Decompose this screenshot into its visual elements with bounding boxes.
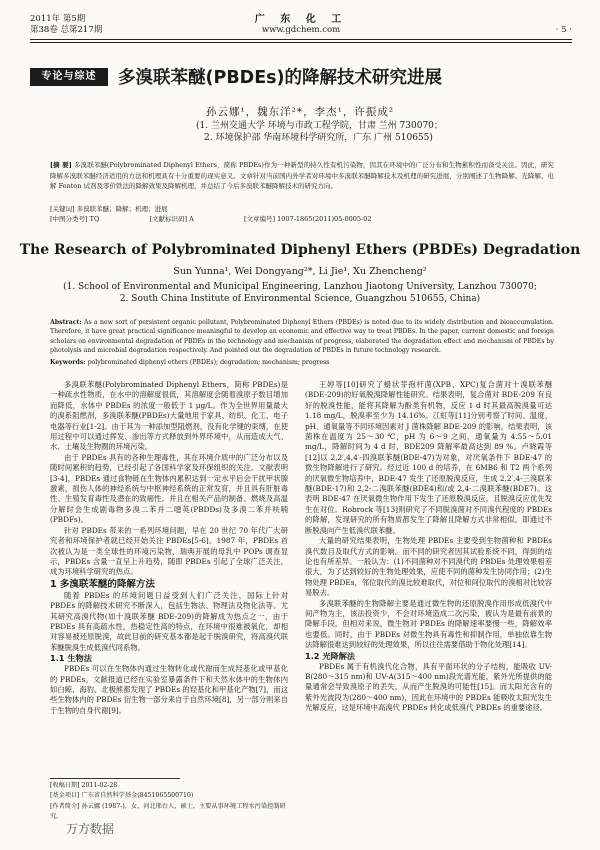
intro-paragraph-1: 多溴联苯醚(Polybrominated Diphenyl Ethers，简称 PBDEs)是一种疏水性物质，在水中的溶解度很低，其溶解度会随着溴原子数目增加而降低，水体中 PBDEs 的浓度一般低于 1 μg/L。作为全世界用量最大的溴系阻燃剂，多溴联苯醚(PBDEs)大量地用于家具、纺织、化工、电子电器等行业[1-2]。由于其为一种添加型阻燃剂，没有化学键的束缚，在使用过程中可以通过挥发、渗出等方式释放到外界环境中，从而造成大气、水、土壤及生物圈的环境污染。 bbox=[50, 380, 288, 452]
clc-value: TQ bbox=[89, 214, 100, 223]
page-number: · 5 · bbox=[555, 25, 572, 35]
right-paragraph-2: 大量的研究结果表明，生物处理 PBDEs 主要受到生物菌种和 PBDEs 溴代数目及取代方式的影响。而不同的研究者因其试验系统不同，得到的结论也有所差异。一般认为：(1)不同菌种对不同溴代的 PBDEs 处理效果相差很大，为了达到较好的生物处理效果，应使不同的菌种发生协同作用；(2)生物处理 PBDEs，邻位取代的溴比较难取代，对位和间位取代的溴相对比较容易脱去。 bbox=[305, 536, 552, 598]
abstract-en-text: As a new sort of persistent organic pollutant, Polybrominated Diphenyl Ethers (PBDEs) is noted due to its widely distribution and bioaccumulation. Therefore, it have great practical significance meaningful to develop an economic and effective way to treat PBDEs. In the paper, current domestic and foreign scholars on environmental degradation of PBDEs in the technology and mechanism of progress, elaborated the degradation effect and mechanism of PBDEs by photolysis and microbial degradation respectively. And pointed out the degradation of PBDEs in future technology research. bbox=[50, 319, 555, 354]
journal-name: 广 东 化 工 bbox=[254, 14, 348, 25]
affiliation-en-1: (1. School of Environmental and Municipal Engineering, Lanzhou Jiaotong University, Lanzhou 730070; bbox=[63, 282, 537, 292]
keywords-cn: 多溴联苯醚；降解；机理；进展 bbox=[76, 205, 168, 213]
watermark-text: 万方数据 bbox=[66, 822, 115, 836]
right-paragraph-3: 多溴联苯醚的生物降解主要是通过微生物的还原脱溴作用形成低溴代中间产物为主，该法投资少，不会对环境造成二次污染，被认为是最有前景的降解手段。但相对来说，微生物对 PBDEs 的降解速率要慢一些，降解效率也要低。同时，由于 PBDEs 对微生物具有毒性和抑制作用，单独依靠生物法降解很难达到较好的处理效果，所以往往需要借助于物化处理[14]。 bbox=[305, 598, 552, 650]
subsection-1-1-paragraph: PBDEs 可以在生物体内通过生物转化或代谢而生成羟基化或甲基化的 PBDEs。文献报道已经在实验室暴露条件下和天然水体中的生物体内如白鲸、海豹、北极熊都发现了 PBDEs 的羟基化和甲基化产物[7]，而这些生物体内的 PBDEs 衍生物一部分来自于自然环境[8]，另一部分则来自于生物的自身代谢[9]。 bbox=[50, 664, 288, 715]
affiliation-cn-1: (1. 兰州交通大学 环境与市政工程学院，甘肃 兰州 730070； bbox=[196, 121, 443, 131]
article-title-en: The Research of Polybrominated Diphenyl Ethers (PBDEs) Degradation bbox=[19, 242, 581, 258]
subsection-heading-1-2: 1.2 光降解法 bbox=[305, 650, 356, 661]
meta-cn bbox=[50, 205, 372, 224]
section-heading-1: 1 多溴联苯醚的降解方法 bbox=[50, 578, 155, 590]
doc-code-label: [文献标识码] bbox=[149, 214, 188, 223]
subsection-heading-1-1: 1.1 生物法 bbox=[50, 653, 92, 664]
affiliations-cn bbox=[196, 120, 443, 144]
column-badge: 专论与综述 bbox=[30, 68, 108, 86]
volume-line: 第38卷 总第217期 bbox=[30, 25, 103, 35]
keywords-en: polybrominated diphenyl ethers (PBDEs); degradation; mechanism; progress bbox=[87, 359, 330, 366]
footnote bbox=[50, 781, 295, 823]
journal-website[interactable]: www.gdchem.com bbox=[261, 25, 341, 35]
footnote-fund: [基金项目] 广东省自然科学基金(8451065500710) bbox=[50, 792, 194, 800]
keywords-en-block bbox=[50, 358, 554, 367]
affiliation-cn-2: 2. 环境保护部 华南环境科学研究所，广东 广州 510655) bbox=[204, 133, 433, 143]
article-title-cn: 多溴联苯醚(PBDEs)的降解技术研究进展 bbox=[118, 68, 443, 88]
affiliations-en bbox=[0, 281, 600, 305]
body-column-left bbox=[50, 380, 288, 716]
abstract-cn bbox=[50, 160, 554, 192]
affiliation-en-2: 2. South China Institute of Environmental Science, Guangzhou 510655, China) bbox=[119, 294, 481, 304]
intro-paragraph-3: 针对 PBDEs 带来的一系列环境问题，早在 20 世纪 70 年代广大研究者和环境保护者就已经开始关注 PBDEs[5-6]。1987 年，PBDEs 首次被认为是一类全球性的环境污染物，瑞典开展的母乳中 POPs 调查显示，PBDEs 含量一直呈上升趋势，随即 PBDEs 引起了全球广泛关注，成为环境科学研究的热点。 bbox=[50, 525, 288, 577]
abstract-cn-label: [摘 要] bbox=[50, 161, 72, 169]
abstract-en-label: Abstract: bbox=[50, 319, 82, 326]
authors-en: Sun Yunna¹, Wei Dongyang²*, Li Jie¹, Xu Zhencheng² bbox=[173, 266, 427, 277]
footnote-rule bbox=[50, 778, 180, 779]
article-no-value: 1007-1865(2011)05-0005-02 bbox=[277, 214, 372, 223]
authors-cn: 孙云娜¹，魏东洋²*，李杰¹，许振成² bbox=[205, 106, 395, 118]
abstract-en bbox=[50, 318, 554, 355]
footnote-author: [作者简介] 孙云娜 (1987-)，女，河北邢台人，硕士，主要从事环境工程水污染控制研究。 bbox=[50, 802, 286, 821]
keywords-en-label: Keywords: bbox=[50, 359, 86, 366]
doc-code-value: A bbox=[189, 214, 194, 223]
intro-paragraph-2: 由于 PBDEs 具有的各种生理毒性，其在环境介质中的广泛分布以及随时间累积的趋势，已经引起了各国科学家及环保组织的关注。文献表明[3-4]，PBDEs 通过食物链在生物体内累积达到一定水平后会干扰甲状腺激素，损伤人体的神经系统与中枢神经系统的正常发育，并且具有肝脏毒性、生殖发育毒性及潜在的致癌性。并且在相关产品的制备、燃烧及高温分解时会生成剧毒物多溴二苯并二噁英(PBDDs)及多溴二苯并呋喃(PBDFs)。 bbox=[50, 452, 288, 525]
right-paragraph-4: PBDEs 属于有机溴代化合物，具有平面环状的分子结构，能吸收 UV-B(280～315 nm)和 UV-A(315～400 nm)段光谱光能，紫外光所提供的能量通常会导致溴原子的丢失，从而产生脱溴的可能性[15]。而太阳光含有的紫外光波段为(280～400 nm)，因此在环境中的 PBDEs 能吸收太阳光发生光解反应，这是环境中高溴代 PBDEs 转化成低溴代 PBDEs 的重要途径。 bbox=[305, 661, 552, 713]
running-header bbox=[30, 14, 572, 54]
issue-line: 2011年 第5期 bbox=[30, 14, 86, 24]
keywords-cn-label: [关键词] bbox=[50, 205, 75, 213]
article-no-label: [文章编号] bbox=[244, 214, 276, 223]
abstract-cn-text: 多溴联苯醚(Polybrominated Diphenyl Ethers，简称 PBDEs)作为一种新型的持久性有机污染物，因其在环境中的广泛分布和生物累积性而备受关注。因此，研究降解多溴联苯醚经济适用的方法和机理具有十分重要的现实意义。文章针对当前国内外学者对环境中多溴联苯醚降解技术及机理的研究进展，分别阐述了生物降解、光降解、电解 Fenton 试剂及零价铁法的降解效果及降解机理，并总结了今后多溴联苯醚降解技术的研究方向。 bbox=[50, 161, 554, 190]
footnote-received: [收稿日期] 2011-02-28 bbox=[50, 782, 118, 789]
section-1-paragraph: 随着 PBDEs 的环境问题日益受到人们广泛关注，国际上针对 PBDEs 的降解技术研究不断深入，包括生物法、物理法及物化法等。尤其研究高溴代物(如十溴联苯醚 BDE-209)的降解成为热点之一，由于 PBDEs 具有高疏水性，热稳定性高的特点，在环境中很难被氧化，却相对容易被还原脱溴，故此目前的研究基本都是起于脱溴研究，将高溴代联苯醚脱溴生成低溴代同系物。 bbox=[50, 590, 288, 652]
header-rule-thick bbox=[30, 39, 572, 40]
body-column-right bbox=[305, 380, 552, 714]
clc-label: [中图分类号] bbox=[50, 214, 88, 223]
header-rule-thin bbox=[30, 42, 572, 43]
right-paragraph-1: 王婷等[10]研究了蜡状芽孢杆菌(XPB、XPC)复合菌对十溴联苯醚(BDE-209)的好氧脱溴降解性能研究。结果表明，复合菌对 BDE-209 有良好的脱溴性能，能将其降解为酚类有机物，反应 1 d 时其最高脱溴量可达 1.18 mg/L，脱溴率至少为 14.16%。江虹等[11]分别考察了时间、温度、pH、通氧量等不同环境因素对 J 菌株降解 BDE-209 的影响，结果表明，该菌株在温度为 25～30 ℃，pH 为 6～9 之间，通氧量为 4.55～5.01 mg/L，降解时间为 4 d 时，BDE209 降解率最高达到 89 %。卢晓霞等[12]以 2,2′,4,4′-四溴联苯醚(BDE-47)为对象，对厌氧条件下 BDE-47 的微生物降解进行了研究。经过近 100 d 的培养，在 6MB6 和 T2 两个系列的厌氧微生物培养中，BDE-47 发生了还原脱溴反应，生成 2,2′,4-三溴联苯醚(BDE-17)和 2,2-二溴联苯醚(BDE4)和/或 2,4-二溴联苯醚(BDE7)。这表明 BDE-47 在厌氧微生物作用下发生了还原脱溴反应，且脱溴反应优先发生在对位。Robrock 等[13]则研究了不同脱溴菌对不同溴代程度的 PBDEs 的降解，发现研究的所有物质都发生了降解且降解方式非常相似，即通过不断脱溴向产生低溴代联苯醚。 bbox=[305, 380, 552, 535]
